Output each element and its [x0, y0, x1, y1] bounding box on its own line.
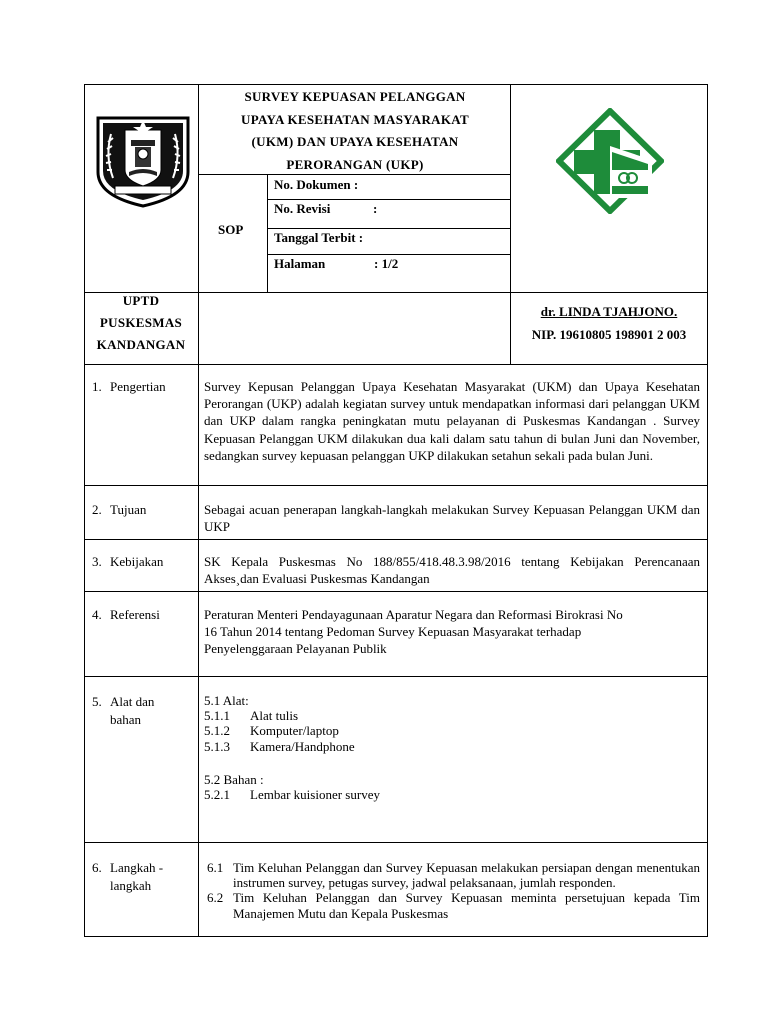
row-hline-3 — [84, 591, 708, 592]
field-hline-3 — [267, 254, 511, 255]
header-divider-2 — [510, 84, 511, 364]
sop-divider — [267, 174, 268, 292]
section-referensi-text — [204, 606, 700, 658]
row-hline-4 — [84, 676, 708, 677]
regency-emblem-icon — [95, 116, 191, 208]
alat-heading: 5.1 Alat: — [204, 693, 249, 708]
field-revisi-label: No. Revisi — [274, 201, 331, 216]
section-referensi-label — [92, 606, 160, 624]
list-item: 5.1.2 Komputer/laptop — [204, 723, 339, 739]
row-hline-2 — [84, 539, 708, 540]
signatory-name: dr. LINDA TJAHJONO. — [540, 304, 678, 319]
section-number: 4. — [92, 607, 102, 622]
title-line: UPAYA KESEHATAN MASYARAKAT — [241, 111, 469, 127]
puskesmas-cross-icon — [556, 108, 664, 214]
table-border-top — [84, 84, 708, 85]
table-border-right — [707, 84, 708, 937]
table-border-bottom — [84, 936, 708, 937]
section-tujuan-text: Sebagai acuan penerapan langkah-langkah melakukan Survey Kepuasan Pelanggan UKM dan UKP — [204, 502, 700, 535]
section-langkah-list — [207, 860, 700, 921]
section-alat-content — [204, 693, 700, 802]
row-hline-5 — [84, 842, 708, 843]
section-number: 5. — [92, 694, 102, 709]
section-label: Referensi — [110, 607, 160, 622]
section-alat-label — [92, 693, 154, 729]
section-label: Kebijakan — [110, 554, 164, 569]
org-line: PUSKESMAS — [99, 315, 183, 330]
header-divider-1 — [198, 84, 199, 364]
section-label: Tujuan — [110, 502, 147, 517]
referensi-line: Penyelenggaraan Pelayanan Publik — [204, 641, 387, 657]
section-number: 1. — [92, 379, 102, 394]
list-item: 5.1.1 Alat tulis — [204, 708, 299, 724]
table-border-left — [84, 84, 85, 937]
field-halaman-value: : 1/2 — [374, 256, 399, 271]
field-hline-2 — [267, 228, 511, 229]
section-label: Alat dan — [110, 694, 155, 709]
sop-label: SOP — [218, 222, 244, 237]
section-number: 3. — [92, 554, 102, 569]
section-langkah-label — [92, 859, 163, 895]
referensi-line: 16 Tahun 2014 tentang Pedoman Survey Kepuasan Masyarakat terhadap — [204, 624, 582, 640]
title-line: (UKM) DAN UPAYA KESEHATAN — [251, 134, 459, 150]
field-hline-1 — [267, 199, 511, 200]
org-line: KANDANGAN — [96, 337, 186, 352]
section-kebijakan-text: SK Kepala Puskesmas No 188/855/418.48.3.98/2016 tentang Kebijakan Perencanaan Akses¸dan Evaluasi Puskesmas Kandangan — [204, 554, 700, 587]
section-kebijakan-label — [92, 553, 163, 571]
title-line: SURVEY KEPUASAN PELANGGAN — [244, 89, 466, 104]
bahan-heading: 5.2 Bahan : — [204, 771, 264, 787]
field-terbit: Tanggal Terbit : — [274, 230, 364, 245]
document-title — [200, 86, 510, 176]
section-number: 2. — [92, 502, 102, 517]
field-halaman-label: Halaman — [274, 256, 326, 271]
field-revisi-colon: : — [373, 201, 378, 216]
header-hline-bottom — [84, 364, 708, 365]
org-line: UPTD — [122, 293, 160, 308]
section-pengertian-label — [92, 378, 166, 396]
organization-name — [86, 290, 196, 356]
body-divider — [198, 364, 199, 937]
row-hline-1 — [84, 485, 708, 486]
section-tujuan-label — [92, 501, 146, 519]
section-label: Pengertian — [110, 379, 166, 394]
section-pengertian-text: Survey Kepusan Pelanggan Upaya Kesehatan Masyarakat (UKM) dan Upaya Kesehatan Perorangan (UKP) adalah kegiatan survey untuk mendapatkan informasi dari pelanggan UKM dan UKP dalam rangka peningkatan mutu pelayanan di Puskesmas Kandangan . Survey Kepuasan Pelanggan UKM dilakukan dua kali dalam satu tahun di bulan Juni dan November, sedangkan survey kepuasan pelanggan UKP dilakukan setahun sekali pada bulan Juni. — [204, 379, 700, 463]
field-dokumen: No. Dokumen : — [274, 177, 359, 192]
list-item: 5.2.1 Lembar kuisioner survey — [204, 787, 380, 803]
signatory-nip: NIP. 19610805 198901 2 003 — [531, 327, 687, 342]
list-item: 6.1 Tim Keluhan Pelanggan dan Survey Kepuasan melakukan persiapan dengan menentukan instrumen survey, petugas survey, jadwal pelaksanaan, jumlah responden. — [207, 860, 700, 891]
section-label-cont: langkah — [110, 878, 152, 893]
title-line: PERORANGAN (UKP) — [286, 156, 424, 172]
list-item: 5.1.3 Kamera/Handphone — [204, 738, 355, 754]
section-label: Langkah - — [110, 860, 164, 875]
section-number: 6. — [92, 860, 102, 875]
referensi-line: Peraturan Menteri Pendayagunaan Aparatur Negara dan Reformasi Birokrasi No — [204, 607, 623, 622]
list-item: 6.2 Tim Keluhan Pelanggan dan Survey Kepuasan meminta persetujuan kepada Tim Manajemen Mutu dan Kepala Puskesmas — [207, 890, 700, 921]
section-label-cont: bahan — [110, 712, 142, 727]
